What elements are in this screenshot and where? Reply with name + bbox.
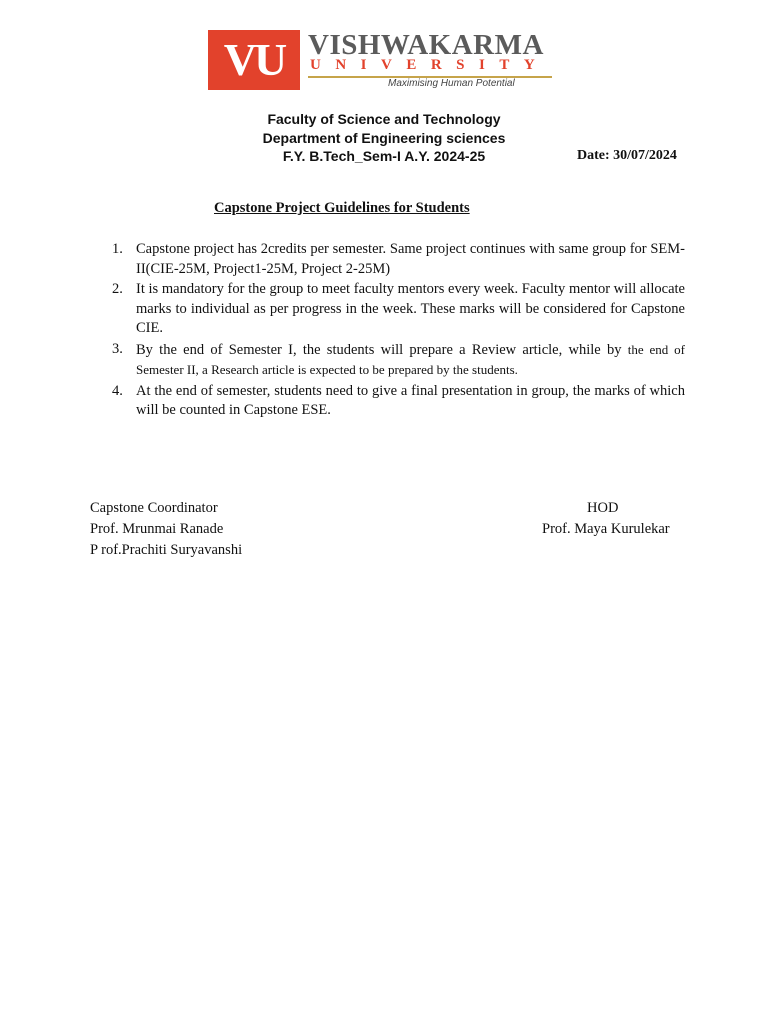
list-item-text-small: the end of Semester II, a Research article is expected to be prepared by the students. [136,341,686,377]
guidelines-list [112,240,686,422]
list-item-text: At the end of semester, students need to give a final presentation in group, the marks of which will be counted in Capstone ESE. [136,382,685,418]
vu-logo-text: VU [223,34,285,85]
list-item-text: It is mandatory for the group to meet faculty mentors every week. Faculty mentor will allocate marks to individual as per progress in the week. These marks will be considered for Capstone CIE. [136,281,685,336]
university-tagline: Maximising Human Potential [388,78,515,89]
university-logo [208,30,552,92]
list-item [112,382,685,421]
hod-name: Prof. Maya Kurulekar [542,521,670,537]
list-item [112,240,685,279]
faculty-heading: Faculty of Science and Technology [267,111,501,127]
document-date: Date: 30/07/2024 [577,148,677,163]
document-title: Capstone Project Guidelines for Students [214,200,470,216]
list-item-number: 2. [112,281,123,297]
university-name: VISHWAKARMA [308,29,544,61]
list-item-number: 1. [112,241,123,257]
list-item-text: By the end of Semester I, the students will prepare a Review article, while by [136,341,628,358]
coordinator-name-1: Prof. Mrunmai Ranade [90,521,224,537]
list-item [112,340,686,381]
university-subtitle: UNIVERSITY [310,57,550,73]
vu-logo-mark [208,30,300,90]
program-heading: F.Y. B.Tech_Sem-I A.Y. 2024-25 [282,148,486,164]
list-item [112,280,685,339]
hod-role: HOD [587,500,619,516]
department-heading: Department of Engineering sciences [262,130,506,146]
list-item-text: Capstone project has 2credits per semester. Same project continues with same group for SEM-II(CIE-25M, Project1-25M, Project 2-25M) [136,241,685,277]
list-item-number: 4. [112,382,123,399]
coordinator-name-2: P rof.Prachiti Suryavanshi [90,542,243,558]
list-item-number: 3. [112,340,123,357]
coordinator-role: Capstone Coordinator [90,500,218,516]
